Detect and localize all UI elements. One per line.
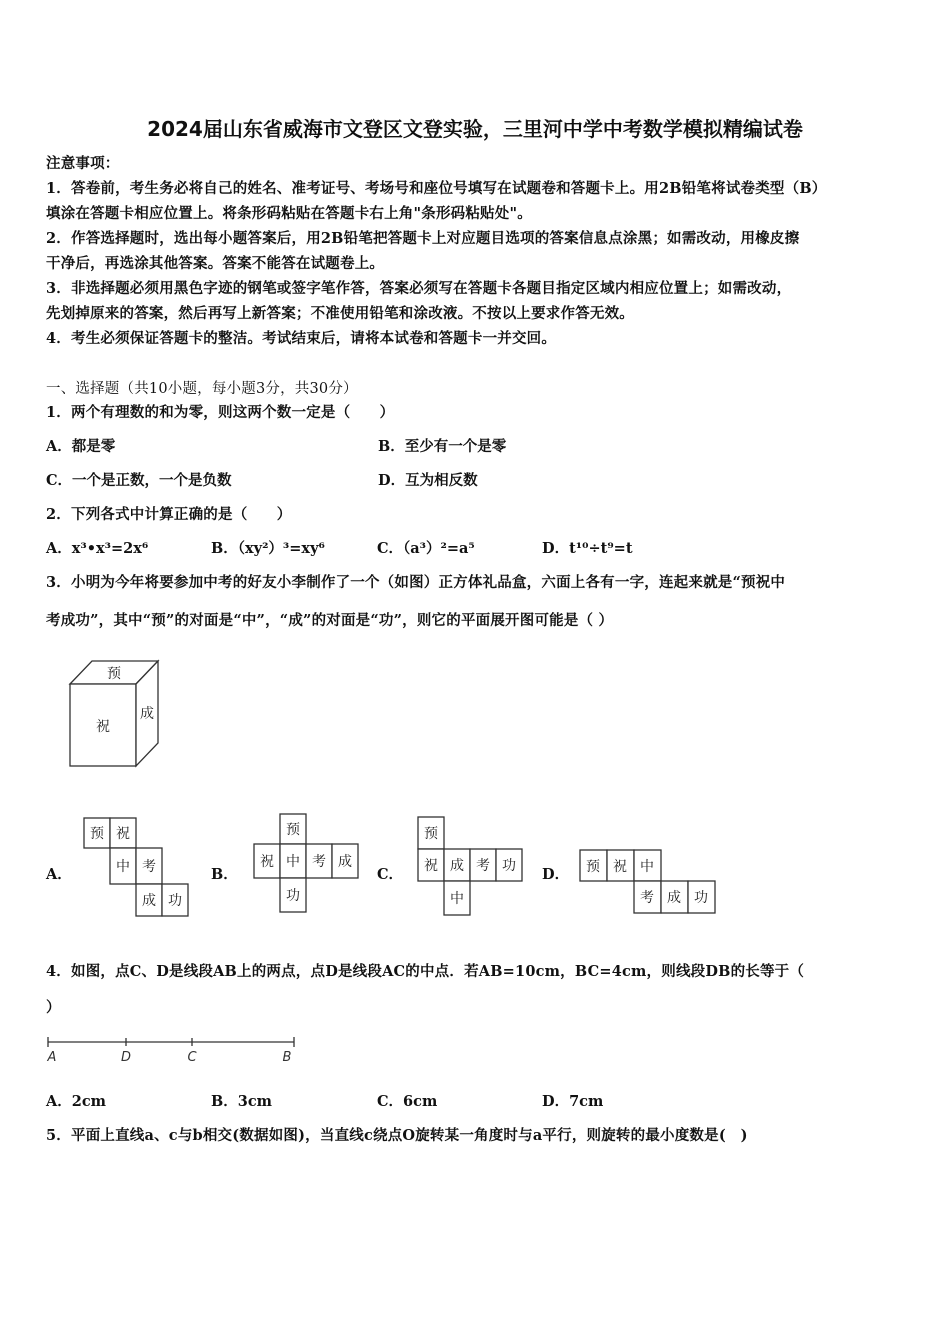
cube-top-label: 预 [107,666,121,682]
notice-line: 1．答卷前，考生务必将自己的姓名、准考证号、考场号和座位号填写在试题卷和答题卡上。用2B铅笔将试卷类型（B） [46,180,827,197]
point-d-label: D [120,1050,132,1065]
q1-option-c: C．一个是正数，一个是负数 [46,472,232,489]
q2-option-c: C．（a³）²=a⁵ [377,540,475,557]
cube-front-label: 祝 [96,719,110,735]
q1-option-a: A．都是零 [46,438,116,455]
cube-right-label: 成 [140,706,154,722]
net-a-cell: 预 [90,826,104,842]
net-a-cell: 功 [168,893,182,909]
net-d-cell: 成 [667,890,681,906]
q4-stem-line1: 4．如图，点C、D是线段AB上的两点，点D是线段AC的中点．若AB=10cm，BC=4cm，则线段DB的长等于（ [46,963,805,980]
page-title: 2024届山东省威海市文登区文登实验，三里河中学中考数学模拟精编试卷 [147,117,803,141]
q4-option-c: C．6cm [377,1093,438,1110]
net-b-cell: 成 [338,854,352,870]
q5-stem: 5．平面上直线a、c与b相交(数据如图)，当直线c绕点O旋转某一角度时与a平行，则旋转的最小度数是( ) [46,1127,748,1144]
point-c-label: C [187,1050,197,1065]
net-b-cell: 功 [286,888,300,904]
net-c-cell: 祝 [424,858,438,874]
cube-figure [64,658,164,770]
net-d [577,847,717,917]
point-b-label: B [282,1050,292,1065]
q3-stem-line1: 3．小明为今年将要参加中考的好友小李制作了一个（如图）正方体礼品盒，六面上各有一字，连起来就是“预祝中 [46,574,786,591]
net-c [415,814,527,920]
segment-figure [44,1032,300,1066]
net-b-cell: 预 [286,822,300,838]
net-b [250,810,362,916]
notice-line: 3．非选择题必须用黑色字迹的钢笔或签字笔作答，答案必须写在答题卡各题目指定区域内相应位置上；如需改动， [46,280,792,297]
q1-stem: 1．两个有理数的和为零，则这两个数一定是（ ） [46,404,395,421]
q2-option-b: B．（xy²）³=xy⁶ [211,540,325,557]
net-b-cell: 中 [286,854,300,870]
net-a-cell: 考 [142,859,156,875]
net-c-cell: 中 [450,891,464,907]
q3-option-d-label: D． [542,866,570,883]
point-a-label: A [47,1050,57,1065]
notice-line: 干净后，再选涂其他答案。答案不能答在试题卷上。 [46,255,385,272]
net-a [80,815,192,921]
q2-option-d: D．t¹⁰÷t⁹=t [542,540,633,557]
net-b-cell: 考 [312,854,326,870]
q3-option-c-label: C． [377,866,404,883]
q2-stem: 2．下列各式中计算正确的是（ ） [46,506,292,523]
q3-option-a-label: A． [46,866,72,883]
net-d-cell: 功 [694,890,708,906]
net-b-cell: 祝 [260,854,274,870]
q3-stem-line2: 考成功”，其中“预”的对面是“中”，“成”的对面是“功”，则它的平面展开图可能是（ ） [46,612,614,629]
q4-option-b: B．3cm [211,1093,273,1110]
net-d-cell: 祝 [613,859,627,875]
q1-option-b: B．至少有一个是零 [378,438,507,455]
section-heading: 一、选择题（共10小题，每小题3分，共30分） [46,381,358,397]
notice-line: 填涂在答题卡相应位置上。将条形码粘贴在答题卡右上角"条形码粘贴处"。 [46,205,532,222]
net-c-cell: 预 [424,826,438,842]
q4-stem-line2: ） [46,999,61,1016]
net-d-cell: 中 [640,859,654,875]
q3-option-b-label: B． [211,866,238,883]
q4-option-d: D．7cm [542,1093,604,1110]
notice-line: 4．考生必须保证答题卡的整洁。考试结束后，请将本试卷和答题卡一并交回。 [46,330,557,347]
net-a-cell: 祝 [116,826,130,842]
notice-line: 2．作答选择题时，选出每小题答案后，用2B铅笔把答题卡上对应题目选项的答案信息点涂黑；如需改动，用橡皮擦 [46,230,800,247]
notice-line: 先划掉原来的答案，然后再写上新答案；不准使用铅笔和涂改液。不按以上要求作答无效。 [46,305,634,322]
net-c-cell: 考 [476,858,490,874]
net-a-cell: 中 [116,859,130,875]
net-a-cell: 成 [142,893,156,909]
q4-option-a: A．2cm [46,1093,107,1110]
net-c-cell: 功 [502,858,516,874]
net-d-cell: 预 [586,859,600,875]
net-d-cell: 考 [640,890,654,906]
notice-heading: 注意事项： [46,155,120,172]
q2-option-a: A．x³•x³=2x⁶ [46,540,149,557]
q1-option-d: D．互为相反数 [378,472,478,489]
net-c-cell: 成 [450,858,464,874]
